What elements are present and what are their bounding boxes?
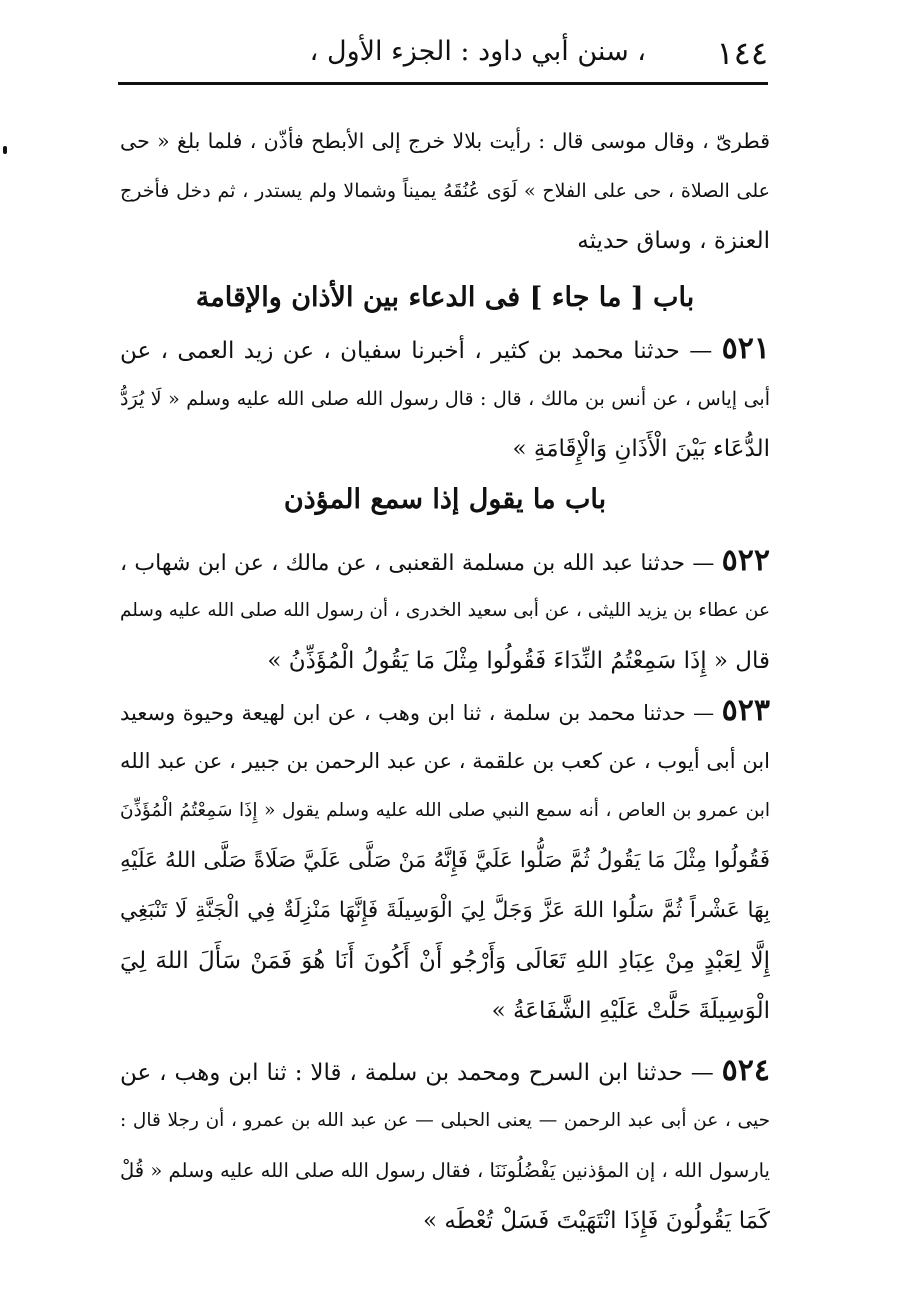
hadith-number: ٥٢٢ <box>721 543 770 578</box>
text-line: إِلَّا لِعَبْدٍ مِنْ عِبَادِ اللهِ تَعَالَى وَأَرْجُو أَنْ أَكُونَ أَنَا هُوَ فَمَنْ سَأَلَ اللهَ لِيَ <box>120 948 770 974</box>
text-line: ابن عمرو بن العاص ، أنه سمع النبي صلى الله عليه وسلم يقول « إِذَا سَمِعْتُمُ الْمُؤَذِّنَ <box>120 800 770 821</box>
text-line: الدُّعَاء بَيْنَ الْأَذَانِ وَالْإِقَامَةِ » <box>512 436 770 462</box>
text-line <box>120 536 770 586</box>
hadith-522 <box>120 536 770 686</box>
text-line <box>120 686 770 736</box>
text-line: كَمَا يَقُولُونَ فَإِذَا انْتَهَيْتَ فَسَلْ تُعْطَه » <box>422 1208 770 1234</box>
running-title: ، سنن أبي داود : الجزء الأول ، <box>309 36 646 67</box>
page-header <box>118 30 768 80</box>
intro-paragraph <box>120 116 770 266</box>
page-number: ١٤٤ <box>716 34 768 72</box>
text-line <box>120 1046 770 1096</box>
hadith-521 <box>120 324 770 474</box>
text-line: بِهَا عَشْراً ثُمَّ سَلُوا اللهَ عَزَّ وَجَلَّ لِيَ الْوَسِيلَةَ فَإِنَّهَا مَنْزِلَةٌ فِي الْجَنَّةِ لَا تَنْبَغِي <box>120 898 770 923</box>
text-line: العنزة ، وساق حديثه <box>577 228 770 254</box>
page-body <box>120 116 770 1246</box>
hadith-text: — حدثنا محمد بن سلمة ، ثنا ابن وهب ، عن ابن لهيعة وحيوة وسعيد <box>120 701 715 725</box>
text-line: أبى إياس ، عن أنس بن مالك ، قال : قال رسول الله صلى الله عليه وسلم « لَا يُرَدُّ <box>120 388 770 410</box>
text-line: يارسول الله ، إن المؤذنين يَفْضُلُونَنَا ، فقال رسول الله صلى الله عليه وسلم « قُلْ <box>120 1159 770 1182</box>
hadith-text: — حدثنا ابن السرح ومحمد بن سلمة ، قالا : ثنا ابن وهب ، عن <box>120 1060 714 1086</box>
header-rule <box>118 82 768 85</box>
hadith-text: — حدثنا عبد الله بن مسلمة القعنبى ، عن مالك ، عن ابن شهاب ، <box>120 551 715 576</box>
chapter-heading: باب [ ما جاء ] فى الدعاء بين الأذان والإقامة <box>195 282 695 313</box>
text-line: ابن أبى أيوب ، عن كعب بن علقمة ، عن عبد الرحمن بن جبير ، عن عبد الله <box>120 749 770 773</box>
text-line: الْوَسِيلَةَ حَلَّتْ عَلَيْهِ الشَّفَاعَةُ » <box>491 998 770 1024</box>
hadith-number: ٥٢٣ <box>721 693 770 728</box>
hadith-524 <box>120 1046 770 1246</box>
chapter-heading: باب ما يقول إذا سمع المؤذن <box>283 484 607 515</box>
text-line: عن عطاء بن يزيد الليثى ، عن أبى سعيد الخدرى ، أن رسول الله صلى الله عليه وسلم <box>120 600 770 621</box>
text-line: على الصلاة ، حى على الفلاح » لَوَى عُنُقَهُ يميناً وشمالا ولم يستدر ، ثم دخل فأخرج <box>120 180 770 202</box>
hadith-number: ٥٢١ <box>721 331 770 366</box>
text-line: قطرىّ ، وقال موسى قال : رأيت بلالا خرج إلى الأبطح فأذّن ، فلما بلغ « حى <box>120 129 770 153</box>
text-line: فَقُولُوا مِثْلَ مَا يَقُولُ ثُمَّ صَلُّوا عَلَيَّ فَإِنَّهُ مَنْ صَلَّى عَلَيَّ صَلَاةً صَلَّى اللهُ عَلَيْهِ <box>120 848 770 873</box>
hadith-text: — حدثنا محمد بن كثير ، أخبرنا سفيان ، عن زيد العمى ، عن <box>120 338 713 364</box>
text-line: قال « إِذَا سَمِعْتُمُ النِّدَاءَ فَقُولُوا مِثْلَ مَا يَقُولُ الْمُؤَذِّنُ » <box>267 648 770 674</box>
hadith-523 <box>120 686 770 1036</box>
margin-mark <box>3 146 7 154</box>
text-line <box>120 324 770 374</box>
text-line: حيى ، عن أبى عبد الرحمن — يعنى الحبلى — عن عبد الله بن عمرو ، أن رجلا قال : <box>120 1110 770 1131</box>
hadith-number: ٥٢٤ <box>721 1053 770 1088</box>
